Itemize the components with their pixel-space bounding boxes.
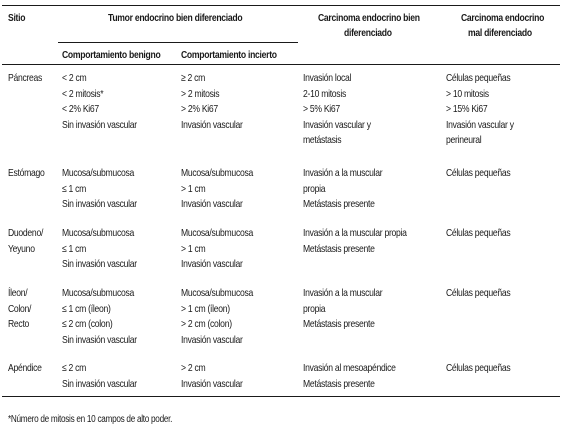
cell-carcinoma-mal [446,71,529,149]
cell-sitio [8,286,36,333]
cell-line: Células pequeñas [446,72,511,84]
cell-line: > 1 cm (íleon) [181,302,230,315]
cell-line: 2-10 mitosis [303,87,346,100]
cell-line: Sin invasión vascular [62,333,137,346]
cell-line: Invasión vascular [181,377,243,390]
cell-benigno [62,286,153,348]
cell-line: Invasión a la muscular [303,287,383,299]
top-rule [2,5,560,6]
cell-line: propia [303,182,326,195]
cell-line: Colon/ [8,302,32,315]
cell-line: Células pequeñas [446,167,511,179]
header-sitio: Sitio [8,12,26,24]
cell-line: Invasión a la muscular [303,167,383,179]
cell-benigno [62,71,153,133]
cell-line: Invasión vascular [181,333,243,346]
cell-line: Metástasis presente [303,242,375,255]
cell-line: ≤ 1 cm (íleon) [62,302,111,315]
cell-line: > 10 mitosis [446,87,489,100]
cell-line: Invasión al mesoapéndice [303,362,396,374]
tumor-bien-rule [58,42,298,43]
cell-line: Invasión vascular y [303,118,371,131]
cell-line: > 2 mitosis [181,87,220,100]
cell-line: < 2 cm [62,72,87,84]
cell-carcinoma-mal [446,166,524,182]
cell-line: ≤ 2 cm [62,362,87,374]
cell-incierto [181,166,269,213]
cell-line: ≥ 2 cm [181,72,206,84]
cell-sitio [8,71,50,87]
cell-line: Invasión a la muscular propia [303,227,407,239]
cell-line: Metástasis presente [303,318,375,331]
header-tumor-bien: Tumor endocrino bien diferenciado [108,12,243,24]
cell-line: Páncreas [8,72,43,84]
cell-line: > 1 cm [181,182,206,195]
cell-line: > 15% Ki67 [446,103,488,116]
cell-incierto [181,286,269,348]
cell-line: > 1 cm [181,242,206,255]
cell-incierto [181,71,256,133]
cell-carcinoma-bien [303,166,400,213]
cell-incierto [181,361,256,392]
cell-line: Mucosa/submucosa [62,167,134,179]
cell-line: Invasión vascular y [446,118,514,131]
cell-line: Mucosa/submucosa [181,167,253,179]
cell-line: Invasión vascular [181,198,243,211]
table-bottom-rule [2,396,560,397]
header-carcinoma-mal-line2: mal diferenciado [468,27,532,39]
cell-benigno [62,226,153,273]
cell-line: Metástasis presente [303,198,375,211]
cell-line: > 5% Ki67 [303,103,340,116]
cell-line: Mucosa/submucosa [62,287,134,299]
cell-line: > 2 cm (colon) [181,318,232,331]
cell-line: Apéndice [8,362,42,374]
cell-line: perineural [446,134,482,147]
cell-carcinoma-bien [303,226,429,257]
cell-line: Íleon/ [8,287,28,299]
cell-line: Células pequeñas [446,287,511,299]
header-incierto: Comportamiento incierto [181,49,277,61]
cell-sitio [8,361,49,377]
cell-line: Invasión local [303,72,352,84]
cell-line: Sin invasión vascular [62,118,137,131]
cell-carcinoma-bien [303,71,386,149]
cell-line: metástasis [303,134,342,147]
cell-line: propia [303,302,326,315]
cell-line: ≤ 2 cm (colon) [62,318,113,331]
cell-line: Invasión vascular [181,258,243,271]
cell-line: Metástasis presente [303,377,375,390]
cell-line: Células pequeñas [446,227,511,239]
header-carcinoma-mal-line1: Carcinoma endocrino [461,12,545,24]
cell-line: < 2 mitosis* [62,87,104,100]
cell-line: Duodeno/ [8,227,44,239]
cell-line: Sin invasión vascular [62,377,137,390]
cell-carcinoma-mal [446,226,524,242]
cell-sitio [8,166,52,182]
cell-line: Yeyuno [8,242,35,255]
cell-line: ≤ 1 cm [62,242,87,255]
cell-line: Invasión vascular [181,118,243,131]
cell-line: > 2% Ki67 [181,103,218,116]
cell-line: > 2 cm [181,362,206,374]
cell-line: Recto [8,318,30,331]
header-benigno: Comportamiento benigno [62,49,161,61]
cell-line: ≤ 1 cm [62,182,87,195]
cell-sitio [8,226,51,257]
cell-line: Mucosa/submucosa [181,287,253,299]
cell-carcinoma-mal [446,361,524,377]
cell-benigno [62,361,153,392]
cell-line: Sin invasión vascular [62,198,137,211]
header-carcinoma-bien-line2: diferenciado [344,27,392,39]
cell-line: Sin invasión vascular [62,258,137,271]
cell-line: Mucosa/submucosa [62,227,134,239]
cell-benigno [62,166,153,213]
cell-line: Células pequeñas [446,362,511,374]
header-bottom-rule [2,64,560,65]
cell-carcinoma-bien [303,286,400,333]
cell-line: Estómago [8,167,45,179]
cell-incierto [181,226,269,273]
header-carcinoma-bien-line1: Carcinoma endocrino bien [318,12,420,24]
cell-carcinoma-mal [446,286,524,302]
footnote: *Número de mitosis en 10 campos de alto poder. [8,414,173,425]
cell-line: < 2% Ki67 [62,103,99,116]
cell-line: Mucosa/submucosa [181,227,253,239]
cell-carcinoma-bien [303,361,416,392]
